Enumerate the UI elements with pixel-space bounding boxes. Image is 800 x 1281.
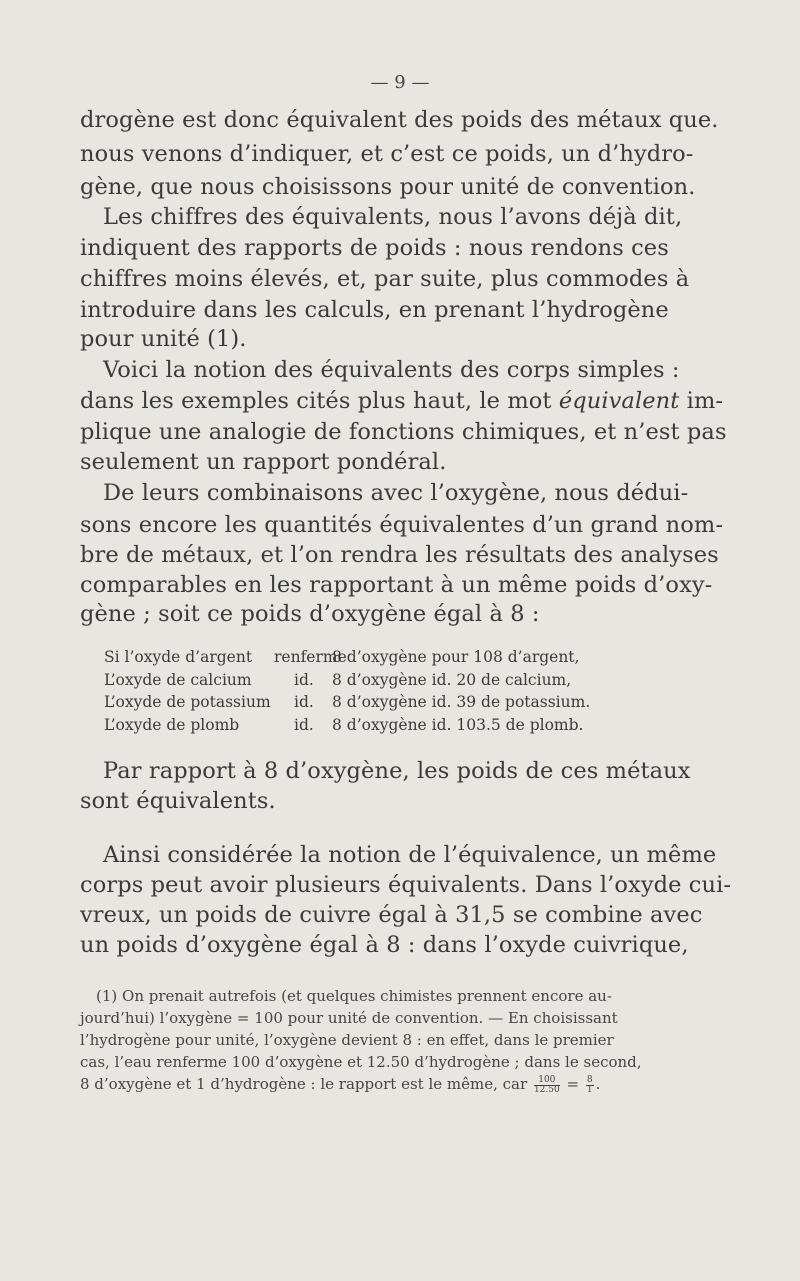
text-line: gène ; soit ce poids d’oxygène égal à 8 : [80,601,540,627]
text-line: corps peut avoir plusieurs équivalents. Dans l’oxyde cui- [80,872,732,898]
text-span: im- [679,388,724,414]
text-line: un poids d’oxygène égal à 8 : dans l’oxyde cuivrique, [80,932,689,958]
text-line: introduire dans les calculs, en prenant l’hydrogène [80,297,669,323]
table-cell: 8 d’oxygène id. 20 de calcium, [332,670,572,689]
text-span: dans les exemples cités plus haut, le mot [80,388,559,414]
text-line: sons encore les quantités équivalentes d’un grand nom- [80,512,724,538]
fraction-numerator: 8 [586,1074,593,1085]
table-cell: id. [294,715,314,734]
text-line: indiquent des rapports de poids : nous rendons ces [80,235,669,261]
text-line: Les chiffres des équivalents, nous l’avons déjà dit, [103,204,683,230]
page-number: — 9 — [370,72,430,93]
text-line: gène, que nous choisissons pour unité de convention. [80,174,696,200]
table-cell: Si l’oxyde d’argent [104,648,253,666]
period: . [595,1075,601,1093]
text-line: Ainsi considérée la notion de l’équivalence, un même [103,842,717,868]
fraction-numerator: 100 [534,1076,560,1086]
text-line: chiffres moins élevés, et, par suite, plus commodes à [80,266,690,292]
fraction-denominator: 1 [586,1084,593,1095]
table-cell: renferme [274,648,347,666]
text-line: De leurs combinaisons avec l’oxygène, nous dédui- [103,480,689,506]
table-cell: id. [294,670,314,689]
table-cell: 8 d’oxygène id. 103.5 de plomb. [332,715,584,734]
fraction [586,1076,594,1095]
table-cell: id. [294,693,314,711]
footnote-line: l’hydrogène pour unité, l’oxygène devient 8 : en effet, dans le premier [80,1031,614,1049]
text-line: Par rapport à 8 d’oxygène, les poids de ces métaux [103,758,691,784]
table-cell: 8 d’oxygène pour 108 d’argent, [332,648,580,666]
footnote-line [80,1074,600,1095]
text-line: nous venons d’indiquer, et c’est ce poids, un d’hydro- [80,141,694,167]
text-line: sont équivalents. [80,788,276,814]
footnote-line: jourd’hui) l’oxygène = 100 pour unité de convention. — En choisissant [80,1009,618,1027]
fraction-denominator: 12.50 [533,1084,560,1095]
table-cell: L’oxyde de potassium [104,693,271,711]
fraction [534,1076,560,1095]
table-cell: L’oxyde de plomb [104,715,240,734]
text-line: comparables en les rapportant à un même poids d’oxy- [80,572,713,598]
text-line: drogène est donc équivalent des poids des métaux que. [80,107,719,133]
text-span: 8 d’oxygène et 1 d’hydrogène : le rapport est le même, car [80,1075,528,1093]
text-line: vreux, un poids de cuivre égal à 31,5 se combine avec [80,902,703,928]
italic-word: équivalent [558,388,680,414]
text-line: Voici la notion des équivalents des corps simples : [103,357,680,383]
equals-sign: = [566,1075,580,1093]
table-cell: 8 d’oxygène id. 39 de potassium. [332,693,591,711]
text-line: plique une analogie de fonctions chimiques, et n’est pas [80,419,727,445]
text-line: pour unité (1). [80,326,247,352]
text-line: bre de métaux, et l’on rendra les résultats des analyses [80,542,719,568]
table-cell: L’oxyde de calcium [104,670,252,689]
footnote-line: cas, l’eau renferme 100 d’oxygène et 12.50 d’hydrogène ; dans le second, [80,1053,642,1071]
text-line: seulement un rapport pondéral. [80,449,447,475]
footnote-line: (1) On prenait autrefois (et quelques chimistes prennent encore au- [96,987,612,1005]
text-line [80,386,723,416]
